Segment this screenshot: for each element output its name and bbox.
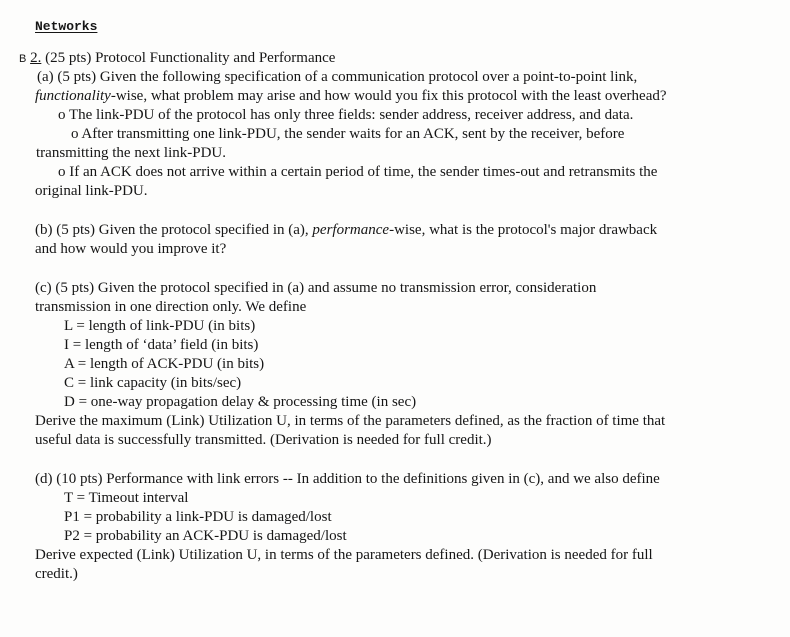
page-header: Networks (35, 19, 98, 34)
part-c-line-2: transmission in one direction only. We define (35, 299, 307, 315)
part-c-def-D: D = one-way propagation delay & processing time (in sec) (64, 394, 417, 410)
part-d-line-3: credit.) (35, 566, 78, 582)
part-a-line-1: (a) (5 pts) Given the following specification of a communication protocol over a point-to-point link, (37, 69, 638, 85)
part-c-def-C: C = link capacity (in bits/sec) (64, 375, 242, 391)
part-a-bullet-3-line-1: o If an ACK does not arrive within a certain period of time, the sender times-out and retransmits the (58, 164, 658, 180)
part-b-line-2: and how would you improve it? (35, 241, 227, 257)
part-a-bullet-2-line-2: transmitting the next link-PDU. (36, 145, 226, 161)
part-c-def-I: I = length of ‘data’ field (in bits) (64, 337, 259, 353)
part-a-bullet-2-line-1: o After transmitting one link-PDU, the sender waits for an ACK, sent by the receiver, before (71, 126, 625, 142)
problem-marker: B (19, 53, 27, 65)
part-b-line-1-pre: (b) (5 pts) Given the protocol specified in (a), (35, 222, 313, 238)
part-c-def-A: A = length of ACK-PDU (in bits) (64, 356, 265, 372)
part-a-line-2 (35, 87, 667, 106)
part-a-emphasis: functionality (35, 88, 111, 104)
problem-title: (25 pts) Protocol Functionality and Performance (45, 50, 336, 66)
part-b-line-1 (35, 221, 657, 240)
part-c-line-1: (c) (5 pts) Given the protocol specified in (a) and assume no transmission error, consideration (35, 280, 597, 296)
part-d-def-P1: P1 = probability a link-PDU is damaged/lost (64, 509, 332, 525)
part-b-emphasis: performance (312, 222, 390, 238)
part-d-line-1: (d) (10 pts) Performance with link errors -- In addition to the definitions given in (c), and we also define (35, 471, 660, 487)
problem-title-line (19, 49, 335, 69)
problem-number: 2. (30, 50, 42, 66)
part-c-line-3: Derive the maximum (Link) Utilization U, in terms of the parameters defined, as the fraction of time that (35, 413, 666, 429)
part-c-def-L: L = length of link-PDU (in bits) (64, 318, 256, 334)
part-a-bullet-3-line-2: original link-PDU. (35, 183, 148, 199)
part-c-line-4: useful data is successfully transmitted. (Derivation is needed for full credit.) (35, 432, 492, 448)
part-d-def-T: T = Timeout interval (64, 490, 189, 506)
part-d-line-2: Derive expected (Link) Utilization U, in terms of the parameters defined. (Derivation is needed for full (35, 547, 653, 563)
part-d-def-P2: P2 = probability an ACK-PDU is damaged/lost (64, 528, 347, 544)
part-b-line-1-post: -wise, what is the protocol's major drawback (389, 222, 658, 238)
part-a-line-2-rest: -wise, what problem may arise and how would you fix this protocol with the least overhead? (110, 88, 667, 104)
part-a-bullet-1: o The link-PDU of the protocol has only three fields: sender address, receiver address, and data. (58, 107, 634, 123)
